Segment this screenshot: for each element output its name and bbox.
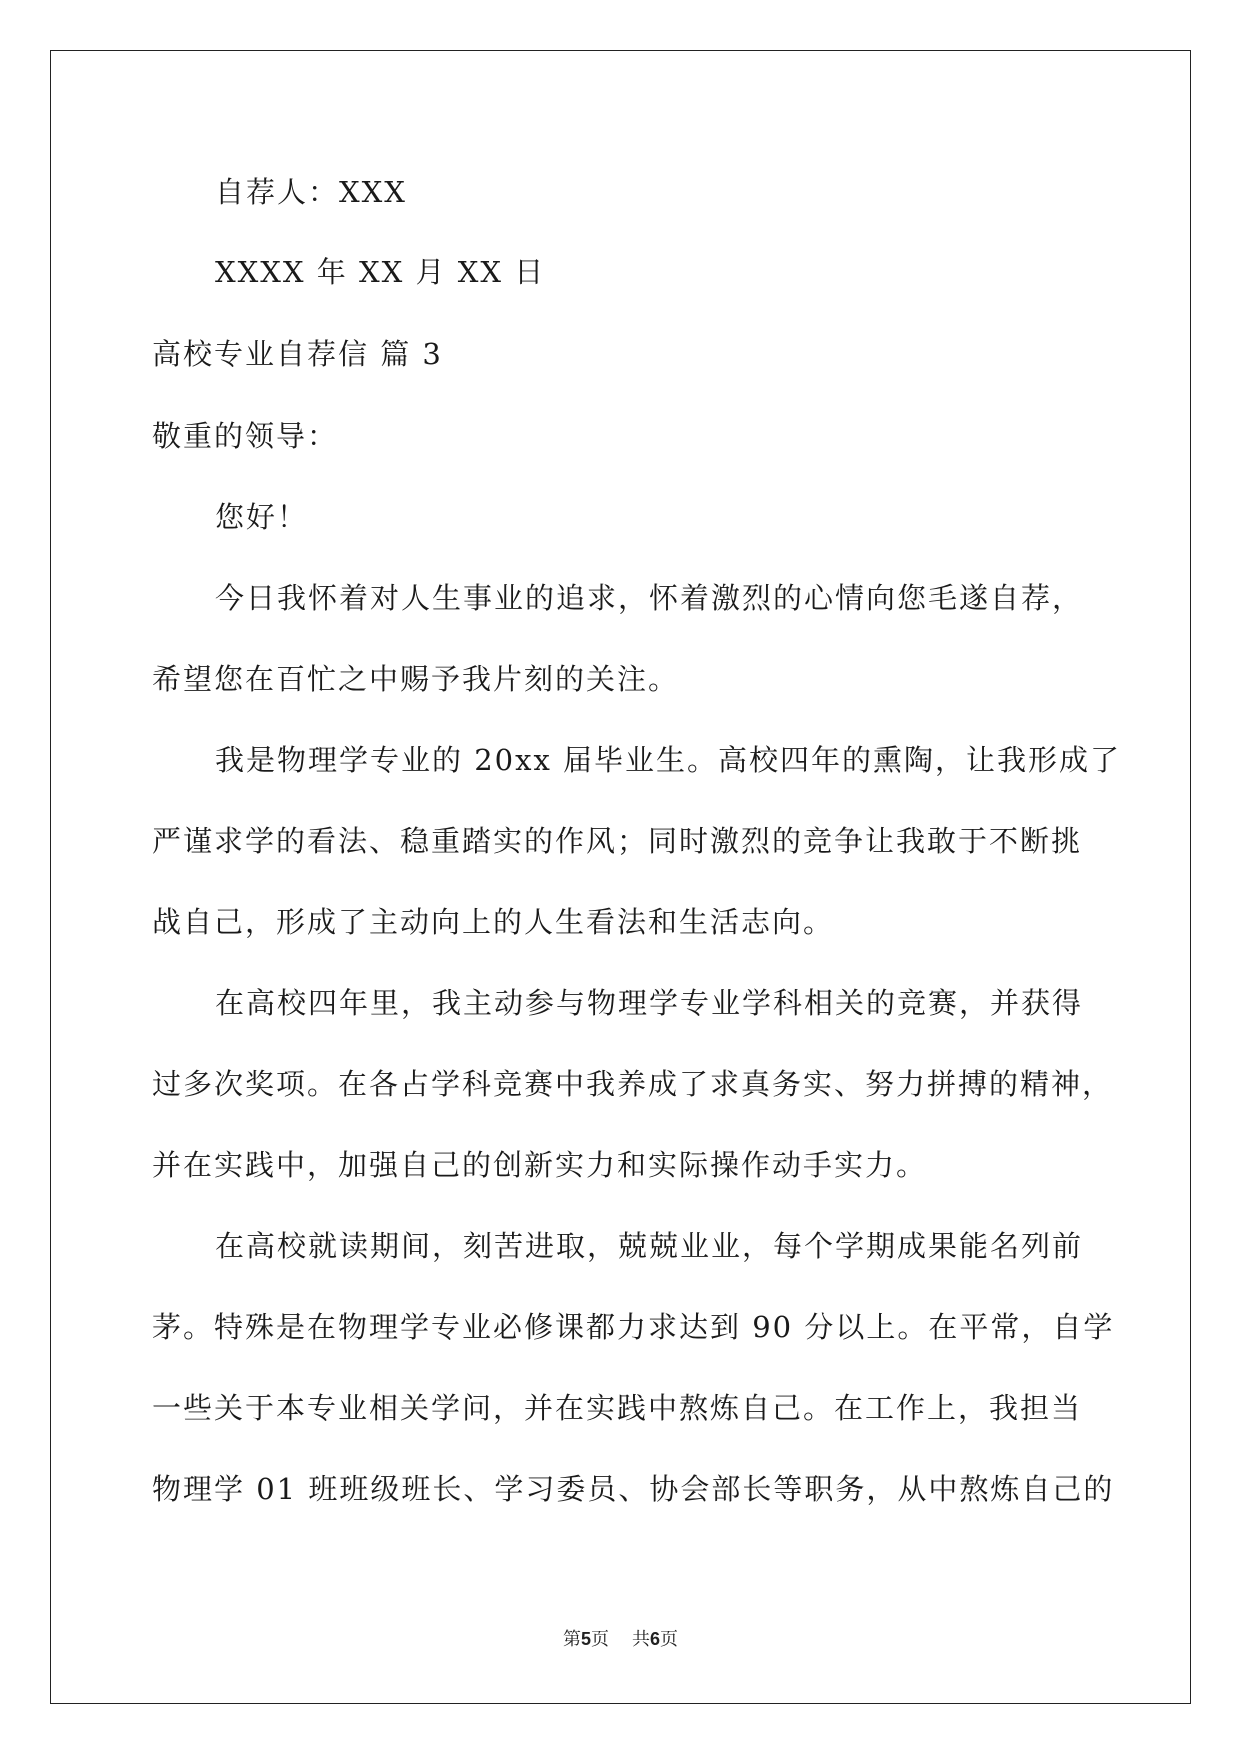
- paragraph-line: 在高校就读期间，刻苦进取，兢兢业业，每个学期成果能名列前: [215, 1229, 1084, 1263]
- recommender-line: 自荐人：XXX: [215, 175, 407, 209]
- paragraph-line: 我是物理学专业的 20xx 届毕业生。高校四年的熏陶，让我形成了: [215, 743, 1122, 777]
- date-line: XXXX 年 XX 月 XX 日: [215, 255, 546, 289]
- salutation: 敬重的领导：: [152, 419, 339, 453]
- page-border: [50, 50, 1191, 1704]
- total-prefix: 共: [631, 1629, 650, 1650]
- current-page-number: 5: [581, 1629, 592, 1649]
- paragraph-line: 物理学 01 班班级班长、学习委员、协会部长等职务，从中熬炼自己的: [152, 1472, 1115, 1506]
- paragraph-line: 严谨求学的看法、稳重踏实的作风；同时激烈的竞争让我敢于不断挑: [152, 824, 1083, 858]
- total-pages-number: 6: [649, 1629, 660, 1649]
- paragraph-line: 今日我怀着对人生事业的追求，怀着激烈的心情向您毛遂自荐，: [215, 581, 1084, 615]
- paragraph-line: 希望您在百忙之中赐予我片刻的关注。: [152, 662, 680, 696]
- page-footer: [0, 1625, 1241, 1651]
- section-heading: 高校专业自荐信 篇 3: [152, 337, 443, 371]
- total-word: 页: [659, 1629, 678, 1650]
- paragraph-line: 并在实践中，加强自己的创新实力和实际操作动手实力。: [152, 1148, 928, 1182]
- page-prefix: 第: [563, 1629, 582, 1650]
- paragraph-line: 过多次奖项。在各占学科竞赛中我养成了求真务实、努力拼搏的精神，: [152, 1067, 1114, 1101]
- paragraph-line: 茅。特殊是在物理学专业必修课都力求达到 90 分以上。在平常，自学: [152, 1310, 1115, 1344]
- paragraph-line: 一些关于本专业相关学问，并在实践中熬炼自己。在工作上，我担当: [152, 1391, 1083, 1425]
- greeting: 您好！: [215, 500, 309, 534]
- page-word: 页: [591, 1629, 610, 1650]
- paragraph-line: 在高校四年里，我主动参与物理学专业学科相关的竞赛，并获得: [215, 986, 1084, 1020]
- paragraph-line: 战自己，形成了主动向上的人生看法和生活志向。: [152, 905, 835, 939]
